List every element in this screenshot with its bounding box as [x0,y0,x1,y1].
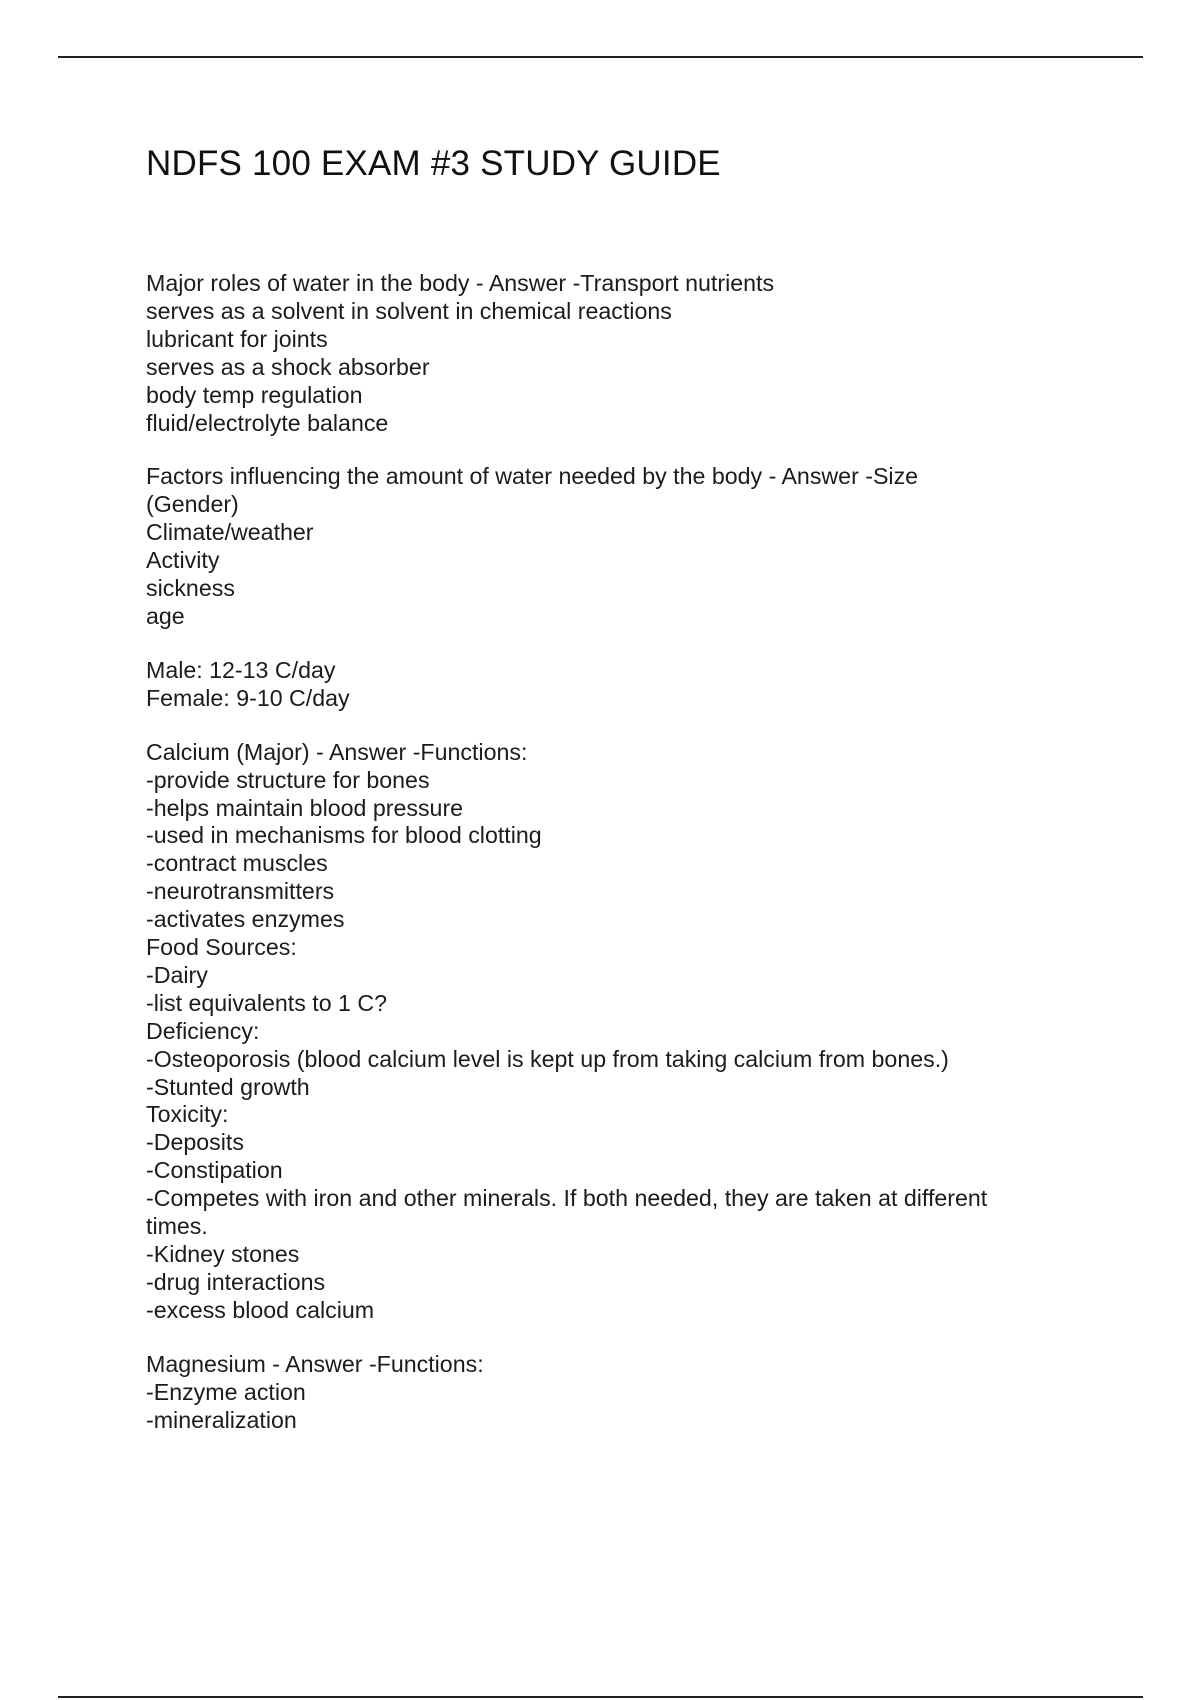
text-line: -neurotransmitters [146,878,335,905]
text-line: sickness [146,575,235,602]
text-line: -activates enzymes [146,906,345,933]
qa-block-calcium [146,739,1086,1325]
text-line: -Enzyme action [146,1378,306,1405]
text-line: lubricant for joints [146,325,328,352]
text-line: Male: 12-13 C/day [146,656,336,683]
text-line: Calcium (Major) - Answer -Functions: [146,738,528,765]
text-line: body temp regulation [146,381,363,408]
text-line: (Gender) [146,491,239,518]
footer-rule [58,1696,1143,1698]
text-line: -mineralization [146,1406,297,1433]
text-line: -Deposits [146,1129,244,1156]
qa-block-water-intake [146,657,1086,713]
text-line: Female: 9-10 C/day [146,684,350,711]
text-line: -used in mechanisms for blood clotting [146,822,542,849]
text-line: Climate/weather [146,519,314,546]
text-line: times. [146,1213,208,1240]
text-line: -contract muscles [146,850,328,877]
document-body [146,270,1086,1460]
text-line: age [146,602,185,629]
qa-block-water-factors [146,463,1086,630]
header-rule [58,56,1143,58]
text-line: -Constipation [146,1157,283,1184]
text-line: -Kidney stones [146,1241,300,1267]
text-line: Factors influencing the amount of water needed by the body - Answer -Size [146,463,919,490]
text-line: -excess blood calcium [146,1296,375,1323]
text-line: -list equivalents to 1 C? [146,989,388,1016]
qa-block-magnesium [146,1351,1086,1435]
text-line: -Osteoporosis (blood calcium level is kept up from taking calcium from bones.) [146,1045,949,1072]
text-line: Deficiency: [146,1017,260,1044]
text-line: Activity [146,547,220,574]
text-line: serves as a solvent in solvent in chemical reactions [146,297,672,324]
text-line: Toxicity: [146,1101,229,1128]
text-line: -drug interactions [146,1268,326,1295]
text-line: Food Sources: [146,934,297,961]
text-line: Major roles of water in the body - Answer -Transport nutrients [146,270,775,296]
text-line: fluid/electrolyte balance [146,409,389,436]
page-title: NDFS 100 EXAM #3 STUDY GUIDE [146,144,721,183]
text-line: -provide structure for bones [146,766,430,793]
text-line: -helps maintain blood pressure [146,794,464,821]
text-line: serves as a shock absorber [146,353,430,380]
qa-block-water-roles [146,270,1086,437]
text-line: -Dairy [146,961,208,988]
text-line: Magnesium - Answer -Functions: [146,1350,484,1377]
text-line: -Competes with iron and other minerals. If both needed, they are taken at different [146,1185,988,1212]
text-line: -Stunted growth [146,1073,310,1100]
